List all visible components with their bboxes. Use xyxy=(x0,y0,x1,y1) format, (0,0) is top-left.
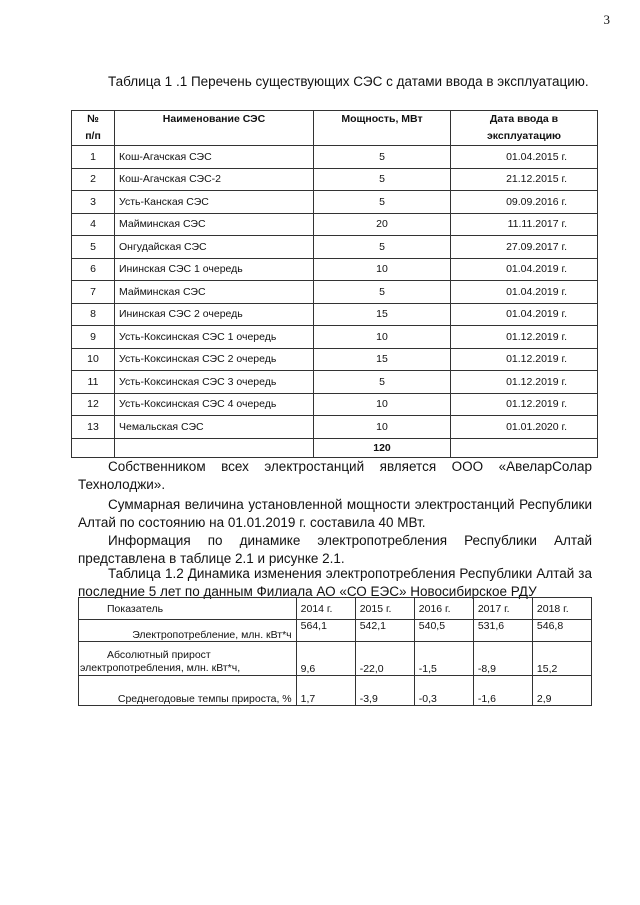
header-name: Наименование СЭС xyxy=(115,111,314,146)
value-cell: -22,0 xyxy=(355,642,414,676)
value-cell: 542,1 xyxy=(355,620,414,642)
ses-date: 11.11.2017 г. xyxy=(451,213,598,236)
ses-power: 5 xyxy=(314,146,451,169)
ses-name: Майминская СЭС xyxy=(115,213,314,236)
ses-row xyxy=(72,236,598,259)
growth-rate-row xyxy=(79,676,592,706)
consumption-table-header xyxy=(79,598,592,620)
row-number: 1 xyxy=(72,146,115,169)
header-num: № п/п xyxy=(72,111,115,146)
capacity-paragraph: Суммарная величина установленной мощности электростанций Республики Алтай по состоянию на 01.01.2019 г. составила 40 МВт. xyxy=(78,497,592,530)
consumption-table xyxy=(78,597,592,706)
table1-caption: Таблица 1 .1 Перечень существующих СЭС с датами ввода в эксплуатацию. xyxy=(108,74,589,89)
ses-power: 10 xyxy=(314,393,451,416)
ses-power: 15 xyxy=(314,348,451,371)
ses-name: Усть-Коксинская СЭС 4 очередь xyxy=(115,393,314,416)
ses-date: 01.12.2019 г. xyxy=(451,326,598,349)
row-number: 12 xyxy=(72,393,115,416)
row-number: 9 xyxy=(72,326,115,349)
value-cell: 531,6 xyxy=(473,620,532,642)
header-date: Дата ввода в эксплуатацию xyxy=(451,111,598,146)
empty-cell xyxy=(115,438,314,457)
info-paragraph-line2: представлена в таблице 2.1 и рисунке 2.1. xyxy=(78,551,345,566)
owner-paragraph-line1: Собственником всех электростанций является ООО «АвеларСолар xyxy=(108,459,592,474)
year-cell: 2018 г. xyxy=(532,598,591,620)
value-cell: 15,2 xyxy=(532,642,591,676)
ses-date: 01.04.2019 г. xyxy=(451,281,598,304)
ses-name: Кош-Агачская СЭС xyxy=(115,146,314,169)
row-label: Электропотребление, млн. кВт*ч xyxy=(79,620,297,642)
table2-caption: Таблица 1.2 Динамика изменения электропотребления Республики Алтай за последние 5 лет по данным Филиала АО «СО ЕЭС» Новосибирское РДУ xyxy=(78,566,592,599)
ses-table xyxy=(71,110,598,458)
ses-row xyxy=(72,393,598,416)
ses-date: 09.09.2016 г. xyxy=(451,191,598,214)
ses-power: 5 xyxy=(314,371,451,394)
row-number: 7 xyxy=(72,281,115,304)
row-number: 11 xyxy=(72,371,115,394)
year-cell: 2014 г. xyxy=(296,598,355,620)
row-number: 3 xyxy=(72,191,115,214)
value-cell: 9,6 xyxy=(296,642,355,676)
value-cell: -1,6 xyxy=(473,676,532,706)
value-cell: -3,9 xyxy=(355,676,414,706)
absolute-growth-row xyxy=(79,642,592,676)
info-paragraph-line1: Информация по динамике электропотребления Республики Алтай xyxy=(108,533,592,548)
empty-cell xyxy=(72,438,115,457)
row-number: 2 xyxy=(72,168,115,191)
row-number: 13 xyxy=(72,416,115,439)
ses-power: 5 xyxy=(314,281,451,304)
row-number: 5 xyxy=(72,236,115,259)
ses-row xyxy=(72,168,598,191)
value-cell: -1,5 xyxy=(414,642,473,676)
ses-power: 15 xyxy=(314,303,451,326)
ses-power: 5 xyxy=(314,168,451,191)
ses-date: 01.12.2019 г. xyxy=(451,393,598,416)
value-cell: 546,8 xyxy=(532,620,591,642)
ses-row xyxy=(72,416,598,439)
value-cell: 1,7 xyxy=(296,676,355,706)
ses-date: 01.12.2019 г. xyxy=(451,348,598,371)
row-label: Абсолютный прирост электропотребления, млн. кВт*ч, xyxy=(79,642,297,676)
ses-name: Ининская СЭС 2 очередь xyxy=(115,303,314,326)
row-number: 4 xyxy=(72,213,115,236)
header-indicator: Показатель xyxy=(79,598,297,620)
value-cell: -8,9 xyxy=(473,642,532,676)
consumption-row xyxy=(79,620,592,642)
value-cell: -0,3 xyxy=(414,676,473,706)
owner-paragraph-line2: Технолоджи». xyxy=(78,477,166,492)
total-power: 120 xyxy=(314,438,451,457)
row-number: 6 xyxy=(72,258,115,281)
ses-row xyxy=(72,281,598,304)
year-cell: 2016 г. xyxy=(414,598,473,620)
ses-total-row xyxy=(72,438,598,457)
ses-row xyxy=(72,371,598,394)
ses-name: Усть-Канская СЭС xyxy=(115,191,314,214)
ses-name: Чемальская СЭС xyxy=(115,416,314,439)
ses-power: 5 xyxy=(314,191,451,214)
ses-row xyxy=(72,348,598,371)
value-cell: 564,1 xyxy=(296,620,355,642)
value-cell: 540,5 xyxy=(414,620,473,642)
ses-row xyxy=(72,258,598,281)
ses-row xyxy=(72,303,598,326)
ses-power: 10 xyxy=(314,416,451,439)
ses-name: Усть-Коксинская СЭС 3 очередь xyxy=(115,371,314,394)
row-number: 8 xyxy=(72,303,115,326)
year-cell: 2015 г. xyxy=(355,598,414,620)
ses-table-header xyxy=(72,111,598,146)
ses-date: 01.04.2019 г. xyxy=(451,258,598,281)
ses-power: 10 xyxy=(314,326,451,349)
ses-date: 01.04.2015 г. xyxy=(451,146,598,169)
ses-row xyxy=(72,213,598,236)
ses-row xyxy=(72,146,598,169)
value-cell: 2,9 xyxy=(532,676,591,706)
header-power: Мощность, МВт xyxy=(314,111,451,146)
row-number: 10 xyxy=(72,348,115,371)
ses-name: Усть-Коксинская СЭС 1 очередь xyxy=(115,326,314,349)
ses-name: Усть-Коксинская СЭС 2 очередь xyxy=(115,348,314,371)
ses-date: 01.01.2020 г. xyxy=(451,416,598,439)
ses-row xyxy=(72,326,598,349)
ses-date: 27.09.2017 г. xyxy=(451,236,598,259)
ses-power: 10 xyxy=(314,258,451,281)
ses-name: Кош-Агачская СЭС-2 xyxy=(115,168,314,191)
ses-name: Майминская СЭС xyxy=(115,281,314,304)
ses-row xyxy=(72,191,598,214)
row-label: Среднегодовые темпы прироста, % xyxy=(79,676,297,706)
year-cell: 2017 г. xyxy=(473,598,532,620)
ses-date: 01.04.2019 г. xyxy=(451,303,598,326)
ses-name: Онгудайская СЭС xyxy=(115,236,314,259)
ses-power: 20 xyxy=(314,213,451,236)
ses-date: 21.12.2015 г. xyxy=(451,168,598,191)
ses-date: 01.12.2019 г. xyxy=(451,371,598,394)
ses-power: 5 xyxy=(314,236,451,259)
ses-name: Ининская СЭС 1 очередь xyxy=(115,258,314,281)
page-number: 3 xyxy=(603,12,610,27)
empty-cell xyxy=(451,438,598,457)
